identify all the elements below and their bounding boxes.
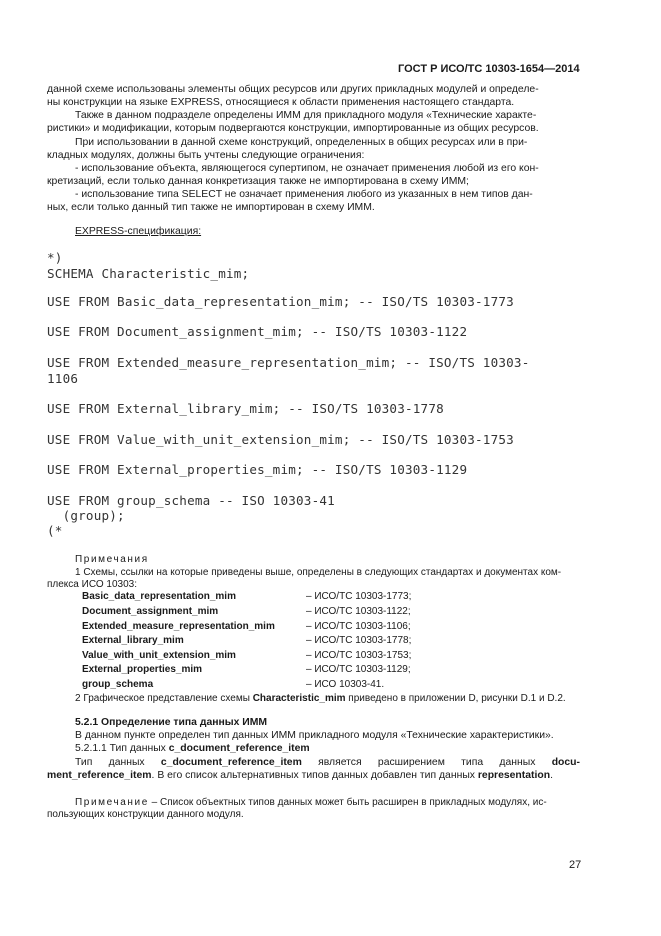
final-note-text: – Список объектных типов данных может быть расширен в прикладных модулях, ис- xyxy=(148,797,547,808)
bullet-line: - использование объекта, являющегося супертипом, не означает применения любой из его кон- xyxy=(75,163,539,174)
code-line: USE FROM Basic_data_representation_mim; -- ISO/TS 10303-1773 xyxy=(47,294,514,309)
ref-name: Extended_measure_representation_mim xyxy=(82,621,275,632)
note-line: плекса ИСО 10303: xyxy=(47,579,137,590)
type-definition-line xyxy=(47,769,553,782)
bullet-line: кретизаций, если только данная конкретизация также не импортирована в схему ИММ; xyxy=(47,176,469,187)
page-number: 27 xyxy=(569,859,582,871)
bullet-line: ных, если только данный тип также не импортирован в схему ИММ. xyxy=(47,202,375,213)
intro-line: Также в данном подразделе определены ИММ для прикладного модуля «Технические характе- xyxy=(75,110,537,121)
word: типа xyxy=(461,757,484,768)
type-name: ment_reference_item xyxy=(47,770,152,781)
word: Тип xyxy=(75,757,93,768)
final-note-label: Примечание xyxy=(75,797,149,808)
note2-schema: Characteristic_mim xyxy=(252,693,346,704)
word: данных xyxy=(108,757,145,768)
section-heading: 5.2.1 Определение типа данных ИММ xyxy=(75,717,268,728)
type-name: docu- xyxy=(551,757,580,768)
word: расширением xyxy=(377,757,445,768)
ref-name: External_properties_mim xyxy=(82,664,203,675)
subsection-type: c_document_reference_item xyxy=(168,743,310,754)
note2-text: 2 Графическое представление схемы xyxy=(75,693,253,704)
ref-std: – ИСО/ТС 10303-1753; xyxy=(306,650,412,661)
code-line: (* xyxy=(47,523,63,538)
word: данных xyxy=(499,757,536,768)
intro-line: ристики» и модификации, которым подвергаются конструкции, импортированные из общих ресурсов. xyxy=(47,123,539,134)
intro-line: кладных модулях, должны быть учтены следующие ограничения: xyxy=(47,150,365,161)
code-line: USE FROM group_schema -- ISO 10303-41 xyxy=(47,493,335,508)
text: . xyxy=(550,770,553,781)
notes-title: Примечания xyxy=(75,554,149,565)
ref-std: – ИСО/ТС 10303-1129; xyxy=(306,664,411,675)
code-line: USE FROM External_library_mim; -- ISO/TS 10303-1778 xyxy=(47,401,444,416)
type-name: c_document_reference_item xyxy=(160,757,302,768)
ref-name: Basic_data_representation_mim xyxy=(82,591,236,602)
bullet-line: - использование типа SELECT не означает применения любого из указанных в нем типов дан- xyxy=(75,189,533,200)
ref-std: – ИСО 10303-41. xyxy=(306,679,385,690)
code-line: 1106 xyxy=(47,371,79,386)
page-header: ГОСТ Р ИСО/ТС 10303-1654—2014 xyxy=(398,63,580,75)
code-line: USE FROM Value_with_unit_extension_mim; -- ISO/TS 10303-1753 xyxy=(47,432,514,447)
word: является xyxy=(318,757,362,768)
code-line: USE FROM Document_assignment_mim; -- ISO/TS 10303-1122 xyxy=(47,324,468,339)
ref-std: – ИСО/ТС 10303-1773; xyxy=(306,591,412,602)
code-line: SCHEMA Characteristic_mim; xyxy=(47,266,250,281)
code-line: (group); xyxy=(47,508,125,523)
intro-line: При использовании в данной схеме конструкций, определенных в общих ресурсах или в при- xyxy=(75,137,528,148)
ref-name: group_schema xyxy=(82,679,154,690)
type-name: representation xyxy=(477,770,551,781)
final-note-line: пользующих конструкции данного модуля. xyxy=(47,809,244,820)
note-line: 1 Схемы, ссылки на которые приведены выше, определены в следующих стандартах и документах ком- xyxy=(75,567,562,578)
code-line: *) xyxy=(47,250,63,265)
code-line: USE FROM External_properties_mim; -- ISO/TS 10303-1129 xyxy=(47,462,468,477)
express-heading: EXPRESS-спецификация: xyxy=(75,226,202,237)
ref-name: External_library_mim xyxy=(82,635,184,646)
intro-line: данной схеме использованы элементы общих ресурсов или других прикладных модулей и определе- xyxy=(47,84,539,95)
subsection-heading xyxy=(75,742,310,755)
ref-name: Document_assignment_mim xyxy=(82,606,219,617)
ref-name: Value_with_unit_extension_mim xyxy=(82,650,236,661)
ref-std: – ИСО/ТС 10303-1106; xyxy=(306,621,411,632)
ref-std: – ИСО/ТС 10303-1122; xyxy=(306,606,411,617)
note-line xyxy=(75,692,566,705)
type-definition-line xyxy=(75,756,580,769)
subsection-text: 5.2.1.1 Тип данных xyxy=(75,743,169,754)
code-line: USE FROM Extended_measure_representation_mim; -- ISO/TS 10303- xyxy=(47,355,530,370)
text: . В его список альтернативных типов данных добавлен тип данных xyxy=(151,770,478,781)
section-paragraph: В данном пункте определен тип данных ИММ прикладного модуля «Технические характеристики». xyxy=(75,730,554,741)
ref-std: – ИСО/ТС 10303-1778; xyxy=(306,635,412,646)
note2-text: приведено в приложении D, рисунки D.1 и D.2. xyxy=(345,693,566,704)
intro-line: ны конструкции на языке EXPRESS, относящиеся к области применения настоящего стандарта. xyxy=(47,97,515,108)
